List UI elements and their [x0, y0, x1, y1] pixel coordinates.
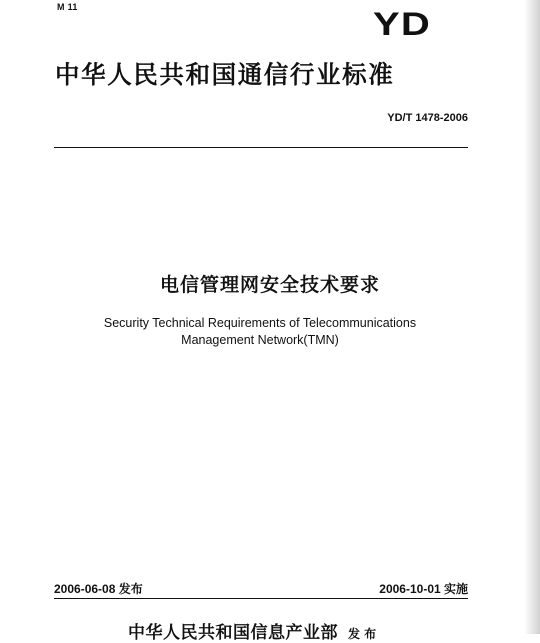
top-divider — [54, 147, 468, 148]
issue-date: 2006-06-08 发布 — [54, 582, 143, 596]
organization-title: 中华人民共和国通信行业标准 — [55, 60, 395, 89]
document-title-english-line2: Management Network(TMN) — [181, 333, 339, 347]
implementation-date: 2006-10-01 实施 — [379, 582, 468, 596]
publisher-name: 中华人民共和国信息产业部 — [128, 623, 338, 643]
standard-number: YD/T 1478-2006 — [387, 112, 468, 124]
page-edge-shadow — [524, 0, 540, 634]
document-title-english-line1: Security Technical Requirements of Telecommunications — [103, 316, 417, 330]
yd-logo: YD — [373, 6, 432, 42]
document-title-chinese: 电信管理网安全技术要求 — [159, 274, 380, 296]
publisher-line — [128, 618, 376, 643]
bottom-divider — [54, 598, 468, 599]
ics-code: M 11 — [57, 2, 78, 12]
publisher-action: 发 布 — [348, 627, 377, 641]
